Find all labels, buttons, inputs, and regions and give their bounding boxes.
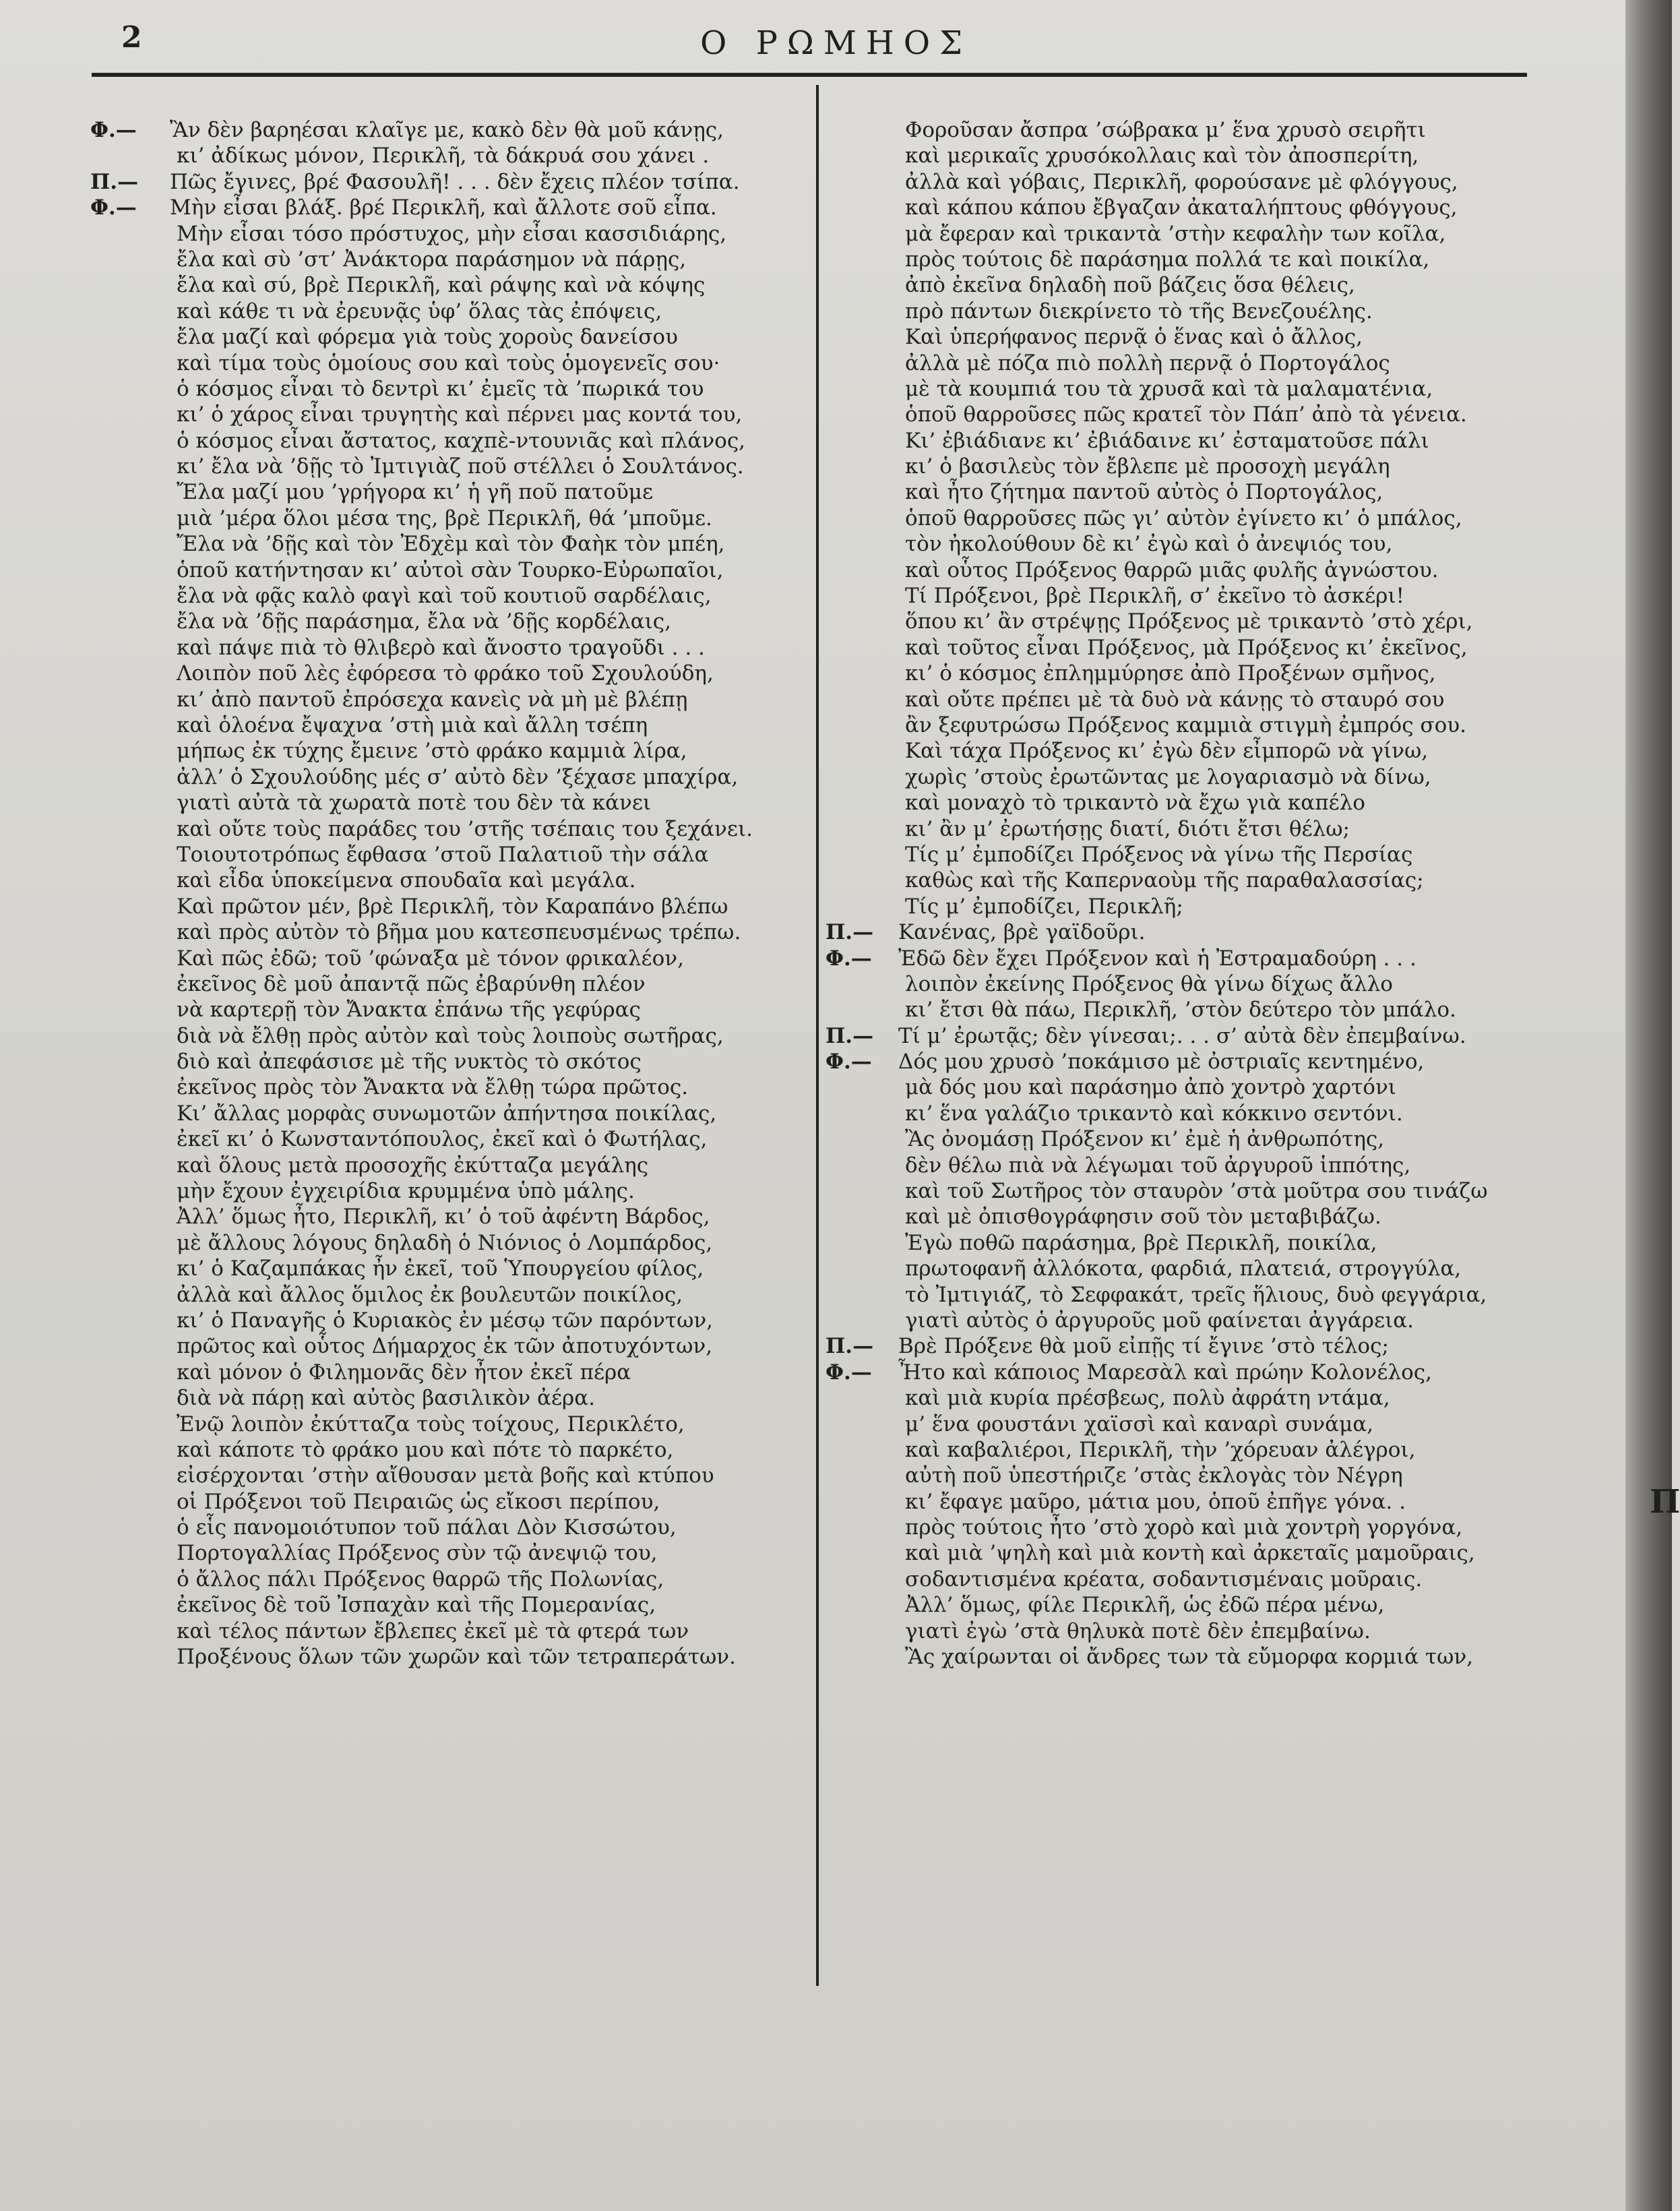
- verse-line: [826, 997, 1617, 1023]
- verse-text: ὁποῦ κατήντησαν κι’ αὐτοὶ σὰν Τουρκο-Εὐρωπαῖοι,: [177, 557, 724, 582]
- verse-line: [90, 661, 805, 686]
- speaker-label: Π.—: [90, 169, 139, 194]
- verse-line: [826, 299, 1617, 324]
- verse-line: [90, 583, 805, 609]
- verse-line: [826, 738, 1617, 764]
- verse-line: [90, 299, 805, 324]
- verse-text: καὶ πάψε πιὰ τὸ θλιβερὸ καὶ ἄνοστο τραγοῦδι . . .: [177, 635, 705, 660]
- verse-text: Τί μ’ ἐρωτᾷς; δὲν γίνεσαι;. . . σ’ αὐτὰ δὲν ἐπεμβαίνω.: [898, 1023, 1466, 1048]
- verse-text: Μὴν εἶσαι τόσο πρόστυχος, μὴν εἶσαι κασσιδιάρης,: [177, 221, 727, 246]
- verse-text: ὁ κόσμος εἶναι ἄστατος, καχπὲ-ντουνιᾶς καὶ πλάνος,: [177, 428, 746, 453]
- verse-text: Τίς μ’ ἐμποδίζει, Περικλῆ;: [905, 894, 1183, 919]
- verse-text: μὰ δός μου καὶ παράσημο ἀπὸ χοντρὸ χαρτόνι: [905, 1075, 1396, 1100]
- verse-text: Κι’ ἐβιάδιανε κι’ ἐβιάδαινε κι’ ἐσταματοῦσε πάλι: [905, 428, 1429, 453]
- verse-line: [826, 1126, 1617, 1152]
- verse-line: [826, 764, 1617, 790]
- verse-text: καὶ κάποτε τὸ φράκο μου καὶ πότε τὸ παρκέτο,: [177, 1437, 674, 1462]
- verse-line: [826, 1256, 1617, 1281]
- verse-line: [90, 1412, 805, 1437]
- verse-text: κι’ ἔλα νὰ ’δῇς τὸ Ἰμτιγιὰζ ποῦ στέλλει ὁ Σουλτάνος.: [177, 454, 744, 479]
- verse-line: [90, 842, 805, 868]
- verse-line: [90, 790, 805, 816]
- page-edge: [1625, 0, 1672, 2211]
- verse-line: [826, 376, 1617, 402]
- verse-line: [826, 1308, 1617, 1333]
- verse-line: [90, 1644, 805, 1670]
- verse-line: [826, 1049, 1617, 1074]
- verse-text: ὁ εἷς πανομοιότυπον τοῦ πάλαι Δὸν Κισσώτου,: [177, 1515, 677, 1540]
- verse-line: [826, 351, 1617, 376]
- verse-text: Ἂς ὀνομάσῃ Πρόξενον κι’ ἐμὲ ἡ ἀνθρωπότης,: [905, 1127, 1385, 1152]
- verse-line: [90, 351, 805, 376]
- verse-line: [90, 247, 805, 272]
- verse-line: [90, 221, 805, 247]
- verse-text: διὰ νὰ πάρῃ καὶ αὐτὸς βασιλικὸν ἀέρα.: [177, 1386, 596, 1411]
- verse-text: πρὸ πάντων διεκρίνετο τὸ τῆς Βενεζουέλης.: [905, 299, 1373, 324]
- verse-text: καὶ μόνον ὁ Φιλημονᾶς δὲν ἦτον ἐκεῖ πέρα: [177, 1360, 631, 1385]
- verse-text: ἔλα καὶ σύ, βρὲ Περικλῆ, καὶ ράψης καὶ νὰ κόψης: [177, 273, 706, 298]
- verse-text: Ἂς χαίρωνται οἱ ἄνδρες των τὰ εὔμορφα κορμιά των,: [905, 1645, 1474, 1670]
- verse-line: [90, 376, 805, 402]
- verse-text: γιατὶ αὐτὸς ὁ ἀργυροῦς μοῦ φαίνεται ἀγγάρεια.: [905, 1308, 1414, 1333]
- verse-text: διὰ νὰ ἔλθῃ πρὸς αὐτὸν καὶ τοὺς λοιποὺς σωτῆρας,: [177, 1023, 724, 1048]
- verse-text: ἔλα νὰ ’δῇς παράσημα, ἔλα νὰ ’δῇς κορδέλαις,: [177, 609, 671, 634]
- verse-line: [90, 687, 805, 713]
- verse-text: μὰ ἔφεραν καὶ τρικαντὰ ’στὴν κεφαλὴν των κοῖλα,: [905, 221, 1446, 246]
- verse-line: [90, 1515, 805, 1540]
- verse-line: [90, 1153, 805, 1178]
- verse-text: ὅπου κι’ ἂν στρέψῃς Πρόξενος μὲ τρικαντὸ ’στὸ χέρι,: [905, 609, 1473, 634]
- verse-text: καὶ καβαλιέροι, Περικλῆ, τὴν ’χόρευαν ἀλέγροι,: [905, 1437, 1416, 1462]
- verse-text: Πορτογαλλίας Πρόξενος σὺν τῷ ἀνεψιῷ του,: [177, 1541, 658, 1566]
- verse-text: πρὸς τούτοις ἦτο ’στὸ χορὸ καὶ μιὰ χοντρὴ γοργόνα,: [905, 1515, 1463, 1540]
- verse-text: διὸ καὶ ἀπεφάσισε μὲ τῆς νυκτὸς τὸ σκότος: [177, 1050, 642, 1074]
- verse-text: καὶ μοναχὸ τὸ τρικαντὸ νὰ ἔχω γιὰ καπέλο: [905, 791, 1365, 816]
- verse-text: ἀλλ’ ὁ Σχουλούδης μές σ’ αὐτὸ δὲν ’ξέχασε μπαχίρα,: [177, 764, 739, 789]
- verse-text: Κι’ ἄλλας μορφὰς συνωμοτῶν ἀπήντησα ποικίλας,: [177, 1101, 717, 1126]
- verse-text: Προξένους ὅλων τῶν χωρῶν καὶ τῶν τετραπεράτων.: [177, 1645, 736, 1670]
- verse-text: τὸ Ἰμτιγιάζ, τὸ Σεφφακάτ, τρεῖς ἥλιους, δυὸ φεγγάρια,: [905, 1282, 1487, 1307]
- verse-line: [826, 687, 1617, 713]
- verse-line: [90, 402, 805, 427]
- verse-text: καὶ τοῦτος εἶναι Πρόξενος, μὰ Πρόξενος κι’ ἐκεῖνος,: [905, 635, 1468, 660]
- verse-text: Ἦτο καὶ κάποιος Μαρεσὰλ καὶ πρώην Κολονέλος,: [898, 1360, 1432, 1385]
- verse-text: ἂν ξεφυτρώσω Πρόξενος καμμιὰ στιγμὴ ἐμπρός σου.: [905, 713, 1466, 737]
- verse-line: [826, 1178, 1617, 1204]
- verse-line: [826, 919, 1617, 945]
- verse-line: [90, 506, 805, 531]
- verse-text: οἱ Πρόξενοι τοῦ Πειραιῶς ὡς εἴκοσι περίπου,: [177, 1489, 660, 1514]
- verse-line: [826, 402, 1617, 427]
- verse-line: [826, 1282, 1617, 1308]
- verse-line: [90, 894, 805, 919]
- verse-line: [90, 272, 805, 298]
- verse-line: [826, 946, 1617, 971]
- verse-text: κι’ ὁ χάρος εἶναι τρυγητὴς καὶ πέρνει μας κοντά του,: [177, 402, 743, 427]
- verse-text: κι’ ὁ Καζαμπάκας ἦν ἐκεῖ, τοῦ Ὑπουργείου φίλος,: [177, 1256, 704, 1281]
- verse-line: [826, 713, 1617, 738]
- verse-text: Ἐδῶ δὲν ἔχει Πρόξενον καὶ ἡ Ἐστραμαδούρη . . .: [898, 946, 1417, 971]
- verse-line: [826, 1515, 1617, 1540]
- verse-text: Τίς μ’ ἐμποδίζει Πρόξενος νὰ γίνω τῆς Περσίας: [905, 842, 1413, 867]
- speaker-label: Π.—: [826, 1023, 874, 1048]
- verse-line: [90, 117, 805, 143]
- verse-line: [826, 506, 1617, 531]
- verse-line: [90, 1178, 805, 1204]
- verse-line: [826, 971, 1617, 997]
- verse-text: ἐκεῖ κι’ ὁ Κωνσταντόπουλος, ἐκεῖ καὶ ὁ Φωτήλας,: [177, 1127, 708, 1152]
- verse-line: [90, 738, 805, 764]
- left-column: [90, 117, 805, 1670]
- verse-line: [826, 531, 1617, 557]
- verse-line: [826, 195, 1617, 220]
- verse-text: κι’ ἔτσι θὰ πάω, Περικλῆ, ’στὸν δεύτερο τὸν μπάλο.: [905, 998, 1456, 1023]
- verse-text: κι’ ἂν μ’ ἐρωτήσῃς διατί, διότι ἔτσι θέλω;: [905, 816, 1350, 841]
- verse-line: [826, 1592, 1617, 1618]
- verse-text: κι’ ἀδίκως μόνον, Περικλῆ, τὰ δάκρυά σου χάνει .: [177, 144, 710, 169]
- verse-line: [826, 816, 1617, 842]
- verse-text: ἔλα μαζί καὶ φόρεμα γιὰ τοὺς χοροὺς δανείσου: [177, 325, 678, 350]
- verse-line: [90, 1592, 805, 1618]
- speaker-label: Π.—: [826, 920, 874, 945]
- verse-line: [90, 1204, 805, 1230]
- verse-line: [826, 1412, 1617, 1437]
- verse-line: [826, 1644, 1617, 1670]
- verse-line: [826, 790, 1617, 816]
- verse-text: καὶ οὔτε τοὺς παράδες του ’στῆς τσέπαις του ξεχάνει.: [177, 816, 753, 841]
- verse-text: καὶ ὁλοένα ἔψαχνα ’στὴ μιὰ καὶ ἄλλη τσέπη: [177, 713, 648, 737]
- verse-text: σοδαντισμένα κρέατα, σοδαντισμέναις μοῦραις.: [905, 1567, 1423, 1592]
- verse-line: [826, 1567, 1617, 1592]
- verse-line: [826, 868, 1617, 893]
- verse-line: [826, 557, 1617, 583]
- verse-text: κι’ ὁ Παναγῆς ὁ Κυριακὸς ἐν μέσῳ τῶν παρόντων,: [177, 1308, 714, 1333]
- verse-text: Φοροῦσαν ἄσπρα ’σώβρακα μ’ ἕνα χρυσὸ σειρῆτι: [905, 118, 1426, 142]
- verse-text: γιατὶ αὐτὰ τὰ χωρατὰ ποτὲ του δὲν τὰ κάνει: [177, 791, 652, 816]
- verse-line: [826, 247, 1617, 272]
- verse-text: καθὼς καὶ τῆς Καπερναοὺμ τῆς παραθαλασσίας;: [905, 868, 1424, 893]
- verse-text: πρωτοφανῆ ἀλλόκοτα, φαρδιά, πλατειά, στρογγύλα,: [905, 1256, 1462, 1281]
- verse-text: ἀπὸ ἐκεῖνα δηλαδὴ ποῦ βάζεις ὅσα θέλεις,: [905, 273, 1355, 298]
- verse-text: νὰ καρτερῇ τὸν Ἄνακτα ἐπάνω τῆς γεφύρας: [177, 998, 641, 1023]
- verse-text: καὶ ἦτο ζήτημα παντοῦ αὐτὸς ὁ Πορτογάλος,: [905, 480, 1383, 505]
- verse-text: καὶ τοῦ Σωτῆρος τὸν σταυρὸν ’στὰ μοῦτρα σου τινάζω: [905, 1179, 1488, 1204]
- verse-line: [90, 919, 805, 945]
- verse-line: [826, 1101, 1617, 1126]
- verse-text: Ἀλλ’ ὅμως ἦτο, Περικλῆ, κι’ ὁ τοῦ ἀφέντη Βάρδος,: [177, 1205, 710, 1230]
- verse-text: ἐκεῖνος πρὸς τὸν Ἄνακτα νὰ ἔλθῃ τώρα πρῶτος.: [177, 1075, 689, 1100]
- verse-text: ἀλλὰ καὶ ἄλλος ὅμιλος ἐκ βουλευτῶν ποικίλος,: [177, 1282, 683, 1307]
- verse-line: [90, 1230, 805, 1256]
- verse-line: [90, 713, 805, 738]
- verse-line: [90, 1540, 805, 1566]
- verse-text: μιὰ ’μέρα ὅλοι μέσα της, βρὲ Περικλῆ, θά ’μποῦμε.: [177, 506, 712, 531]
- verse-line: [826, 1489, 1617, 1515]
- verse-text: Μὴν εἶσαι βλάξ. βρέ Περικλῆ, καὶ ἄλλοτε σοῦ εἶπα.: [170, 195, 717, 220]
- right-column: [826, 117, 1617, 1670]
- verse-text: Ἔλα μαζί μου ’γρήγορα κι’ ἡ γῆ ποῦ πατοῦμε: [177, 480, 654, 505]
- verse-line: [826, 1437, 1617, 1463]
- speaker-label: Φ.—: [90, 195, 137, 220]
- verse-line: [826, 842, 1617, 868]
- verse-line: [826, 1204, 1617, 1230]
- verse-text: μὴν ἔχουν ἐγχειρίδια κρυμμένα ὑπὸ μάλης.: [177, 1179, 635, 1204]
- verse-line: [90, 635, 805, 661]
- verse-line: [90, 609, 805, 634]
- verse-text: Ἔλα νὰ ’δῇς καὶ τὸν Ἐδχὲμ καὶ τὸν Φαὴκ τὸν μπέη,: [177, 532, 725, 557]
- verse-line: [826, 894, 1617, 919]
- verse-line: [826, 324, 1617, 350]
- verse-text: καὶ τέλος πάντων ἔβλεπες ἐκεῖ μὲ τὰ φτερά των: [177, 1618, 689, 1643]
- verse-line: [826, 661, 1617, 686]
- verse-text: καὶ οὗτος Πρόξενος θαρρῶ μιᾶς φυλῆς ἀγνώστου.: [905, 557, 1439, 582]
- verse-text: μὲ τὰ κουμπιά του τὰ χρυσᾶ καὶ τὰ μαλαματένια,: [905, 376, 1433, 401]
- verse-text: Δός μου χρυσὸ ’ποκάμισο μὲ ὀστριαῖς κεντημένο,: [898, 1050, 1425, 1074]
- verse-line: [826, 1153, 1617, 1178]
- verse-text: ἔλα νὰ φᾷς καλὸ φαγὶ καὶ τοῦ κουτιοῦ σαρδέλαις,: [177, 584, 712, 609]
- verse-line: [826, 1333, 1617, 1359]
- verse-text: Καὶ πῶς ἐδῶ; τοῦ ’φώναξα μὲ τόνον φρικαλέον,: [177, 946, 684, 971]
- verse-line: [826, 583, 1617, 609]
- verse-line: [826, 479, 1617, 505]
- verse-line: [90, 971, 805, 997]
- verse-text: χωρὶς ’στοὺς ἐρωτῶντας με λογαριασμὸ νὰ δίνω,: [905, 764, 1431, 789]
- verse-text: λοιπὸν ἐκείνης Πρόξενος θὰ γίνω δίχως ἄλλο: [905, 971, 1393, 996]
- speaker-label: Φ.—: [90, 118, 137, 142]
- verse-text: καὶ μιὰ κυρία πρέσβεως, πολὺ ἀφράτη ντάμα,: [905, 1386, 1390, 1411]
- verse-line: [826, 1074, 1617, 1100]
- verse-text: Ἐγὼ ποθῶ παράσημα, βρὲ Περικλῆ, ποικίλα,: [905, 1230, 1377, 1255]
- verse-line: [826, 635, 1617, 661]
- verse-line: [90, 1101, 805, 1126]
- verse-text: μὲ ἄλλους λόγους δηλαδὴ ὁ Νιόνιος ὁ Λομπάρδος,: [177, 1230, 713, 1255]
- verse-line: [90, 195, 805, 220]
- verse-line: [90, 557, 805, 583]
- verse-text: μήπως ἐκ τύχης ἔμεινε ’στὸ φράκο καμμιὰ λίρα,: [177, 739, 687, 764]
- verse-text: Καὶ τάχα Πρόξενος κι’ ἐγὼ δὲν εἶμπορῶ νὰ γίνω,: [905, 739, 1429, 764]
- column-divider: [816, 85, 819, 1986]
- verse-text: κι’ ὁ κόσμος ἐπλημμύρησε ἀπὸ Προξένων σμῆνος,: [905, 661, 1436, 686]
- verse-text: μ’ ἕνα φουστάνι χαϊσσὶ καὶ καναρὶ συνάμα,: [905, 1412, 1374, 1436]
- verse-line: [90, 1437, 805, 1463]
- verse-text: ὁ ἄλλος πάλι Πρόξενος θαρρῶ τῆς Πολωνίας,: [177, 1567, 664, 1592]
- verse-text: ἐκεῖνος δὲ μοῦ ἀπαντᾷ πῶς ἐβαρύνθη πλέον: [177, 971, 646, 996]
- verse-line: [90, 531, 805, 557]
- verse-line: [90, 1489, 805, 1515]
- verse-text: Βρὲ Πρόξενε θὰ μοῦ εἰπῇς τί ἔγινε ’στὸ τέλος;: [898, 1334, 1389, 1359]
- verse-line: [90, 1385, 805, 1411]
- verse-line: [90, 1074, 805, 1100]
- verse-line: [826, 1385, 1617, 1411]
- verse-text: Ἐνῷ λοιπὸν ἐκύτταζα τοὺς τοίχους, Περικλέτο,: [177, 1412, 685, 1436]
- verse-text: ἐκεῖνος δὲ τοῦ Ἰσπαχὰν καὶ τῆς Πομερανίας,: [177, 1593, 656, 1618]
- verse-line: [826, 1540, 1617, 1566]
- verse-text: εἰσέρχονται ’στὴν αἴθουσαν μετὰ βοῆς καὶ κτύπου: [177, 1463, 714, 1488]
- verse-line: [826, 221, 1617, 247]
- verse-line: [90, 143, 805, 169]
- verse-line: [826, 1230, 1617, 1256]
- verse-text: Λοιπὸν ποῦ λὲς ἐφόρεσα τὸ φράκο τοῦ Σχουλούδη,: [177, 661, 714, 686]
- speaker-label: Φ.—: [826, 1050, 872, 1074]
- verse-text: καὶ τίμα τοὺς ὁμοίους σου καὶ τοὺς ὁμογενεῖς σου·: [177, 351, 720, 375]
- verse-text: δὲν θέλω πιὰ νὰ λέγωμαι τοῦ ἀργυροῦ ἱππότης,: [905, 1153, 1411, 1178]
- verse-line: [90, 1282, 805, 1308]
- verse-line: [90, 1567, 805, 1592]
- verse-line: [90, 1023, 805, 1049]
- verse-text: Τί Πρόξενοι, βρὲ Περικλῆ, σ’ ἐκεῖνο τὸ ἀσκέρι!: [905, 584, 1405, 609]
- verse-text: πρῶτος καὶ οὗτος Δήμαρχος ἐκ τῶν ἀποτυχόντων,: [177, 1334, 713, 1359]
- verse-text: ἀλλὰ καὶ γόβαις, Περικλῆ, φορούσανε μὲ φλόγγους,: [905, 169, 1458, 194]
- verse-text: καὶ κάπου κάπου ἔβγαζαν ἀκαταλήπτους φθόγγους,: [905, 195, 1458, 220]
- verse-text: καὶ μερικαῖς χρυσόκολλαις καὶ τὸν ἀποσπερίτη,: [905, 144, 1419, 169]
- verse-line: [90, 479, 805, 505]
- verse-line: [90, 868, 805, 893]
- verse-line: [826, 169, 1617, 195]
- verse-line: [90, 324, 805, 350]
- page-number: 2: [121, 20, 142, 55]
- verse-text: καὶ μιὰ ’ψηλὴ καὶ μιὰ κοντὴ καὶ ἀρκεταῖς μαμοῦραις,: [905, 1541, 1475, 1566]
- verse-text: Ἂν δὲν βαρηέσαι κλαῖγε με, κακὸ δὲν θὰ μοῦ κάνῃς,: [170, 118, 724, 142]
- verse-text: καὶ πρὸς αὐτὸν τὸ βῆμα μου κατεσπευσμένως τρέπω.: [177, 920, 741, 945]
- speaker-label: Π.—: [826, 1334, 874, 1359]
- verse-text: ἔλα καὶ σὺ ’στ’ Ἀνάκτορα παράσημον νὰ πάρῃς,: [177, 247, 687, 272]
- verse-text: γιατὶ ἐγὼ ’στὰ θηλυκὰ ποτὲ δὲν ἐπεμβαίνω.: [905, 1618, 1371, 1643]
- verse-line: [90, 764, 805, 790]
- verse-line: [90, 1308, 805, 1333]
- verse-line: [90, 1126, 805, 1152]
- verse-text: κι’ ἕνα γαλάζιο τρικαντὸ καὶ κόκκινο σεντόνι.: [905, 1101, 1403, 1126]
- verse-text: κι’ ὁ βασιλεὺς τὸν ἔβλεπε μὲ προσοχὴ μεγάλη: [905, 454, 1390, 479]
- verse-line: [826, 1360, 1617, 1385]
- verse-line: [826, 143, 1617, 169]
- verse-line: [826, 1618, 1617, 1644]
- verse-line: [90, 1360, 805, 1385]
- verse-text: ὁποῦ θαρροῦσες πῶς κρατεῖ τὸν Πάπ’ ἀπὸ τὰ γένεια.: [905, 402, 1467, 427]
- verse-text: ἀλλὰ μὲ πόζα πιὸ πολλὴ περνᾷ ὁ Πορτογάλος: [905, 351, 1390, 375]
- verse-text: αὐτὴ ποῦ ὑπεστήριζε ’στὰς ἐκλογὰς τὸν Νέγρη: [905, 1463, 1403, 1488]
- verse-text: Καὶ ὑπερήφανος περνᾷ ὁ ἕνας καὶ ὁ ἄλλος,: [905, 325, 1363, 350]
- verse-line: [826, 454, 1617, 479]
- verse-line: [90, 1333, 805, 1359]
- verse-text: Πῶς ἔγινες, βρέ Φασουλῆ! . . . δὲν ἔχεις πλέον τσίπα.: [170, 169, 740, 194]
- verse-text: καὶ ὅλους μετὰ προσοχῆς ἐκύτταζα μεγάλης: [177, 1153, 649, 1178]
- verse-text: καὶ κάθε τι νὰ ἐρευνᾷς ὑφ’ ὅλας τὰς ἐπόψεις,: [177, 299, 662, 324]
- verse-text: καὶ οὔτε πρέπει μὲ τὰ δυὸ νὰ κάνῃς τὸ σταυρό σου: [905, 687, 1445, 712]
- verse-line: [90, 1049, 805, 1074]
- verse-line: [826, 1023, 1617, 1049]
- verse-text: Τοιουτοτρόπως ἔφθασα ’στοῦ Παλατιοῦ τὴν σάλα: [177, 842, 709, 867]
- verse-line: [826, 428, 1617, 454]
- verse-text: κι’ ἔφαγε μαῦρο, μάτια μου, ὁποῦ ἐπῆγε γόνα. .: [905, 1489, 1406, 1514]
- speaker-label: Φ.—: [826, 946, 872, 971]
- verse-line: [90, 428, 805, 454]
- verse-line: [90, 1256, 805, 1281]
- speaker-label: Φ.—: [826, 1360, 872, 1385]
- verse-line: [90, 169, 805, 195]
- verse-line: [826, 609, 1617, 634]
- verse-text: πρὸς τούτοις δὲ παράσημα πολλά τε καὶ ποικίλα,: [905, 247, 1430, 272]
- verse-line: [90, 1618, 805, 1644]
- verse-line: [90, 454, 805, 479]
- verse-text: τὸν ἠκολούθουν δὲ κι’ ἐγὼ καὶ ὁ ἀνεψιός του,: [905, 532, 1393, 557]
- verse-line: [826, 272, 1617, 298]
- verse-text: Καὶ πρῶτον μέν, βρὲ Περικλῆ, τὸν Καραπάνο βλέπω: [177, 894, 728, 919]
- page-title: Ο ΡΩΜΗΟΣ: [700, 24, 972, 62]
- verse-text: Κανένας, βρὲ γαϊδοῦρι.: [898, 920, 1146, 945]
- verse-text: καὶ εἶδα ὑποκείμενα σπουδαῖα καὶ μεγάλα.: [177, 868, 636, 893]
- verse-line: [90, 946, 805, 971]
- edge-letter: Π: [1650, 1483, 1680, 1521]
- verse-line: [90, 816, 805, 842]
- header-rule: [92, 73, 1527, 77]
- verse-text: κι’ ἀπὸ παντοῦ ἐπρόσεχα κανεὶς νὰ μὴ μὲ βλέπῃ: [177, 687, 688, 712]
- verse-line: [90, 1463, 805, 1488]
- verse-line: [826, 117, 1617, 143]
- verse-text: ὁποῦ θαρροῦσες πῶς γι’ αὐτὸν ἐγίνετο κι’ ὁ μπάλος,: [905, 506, 1462, 531]
- verse-text: καὶ μὲ ὀπισθογράφησιν σοῦ τὸν μεταβιβάζω.: [905, 1205, 1381, 1230]
- verse-text: ὁ κόσμος εἶναι τὸ δεντρὶ κι’ ἐμεῖς τὰ ’πωρικά του: [177, 376, 704, 401]
- verse-text: Ἀλλ’ ὅμως, φίλε Περικλῆ, ὡς ἐδῶ πέρα μένω,: [905, 1593, 1385, 1618]
- verse-line: [826, 1463, 1617, 1488]
- verse-line: [90, 997, 805, 1023]
